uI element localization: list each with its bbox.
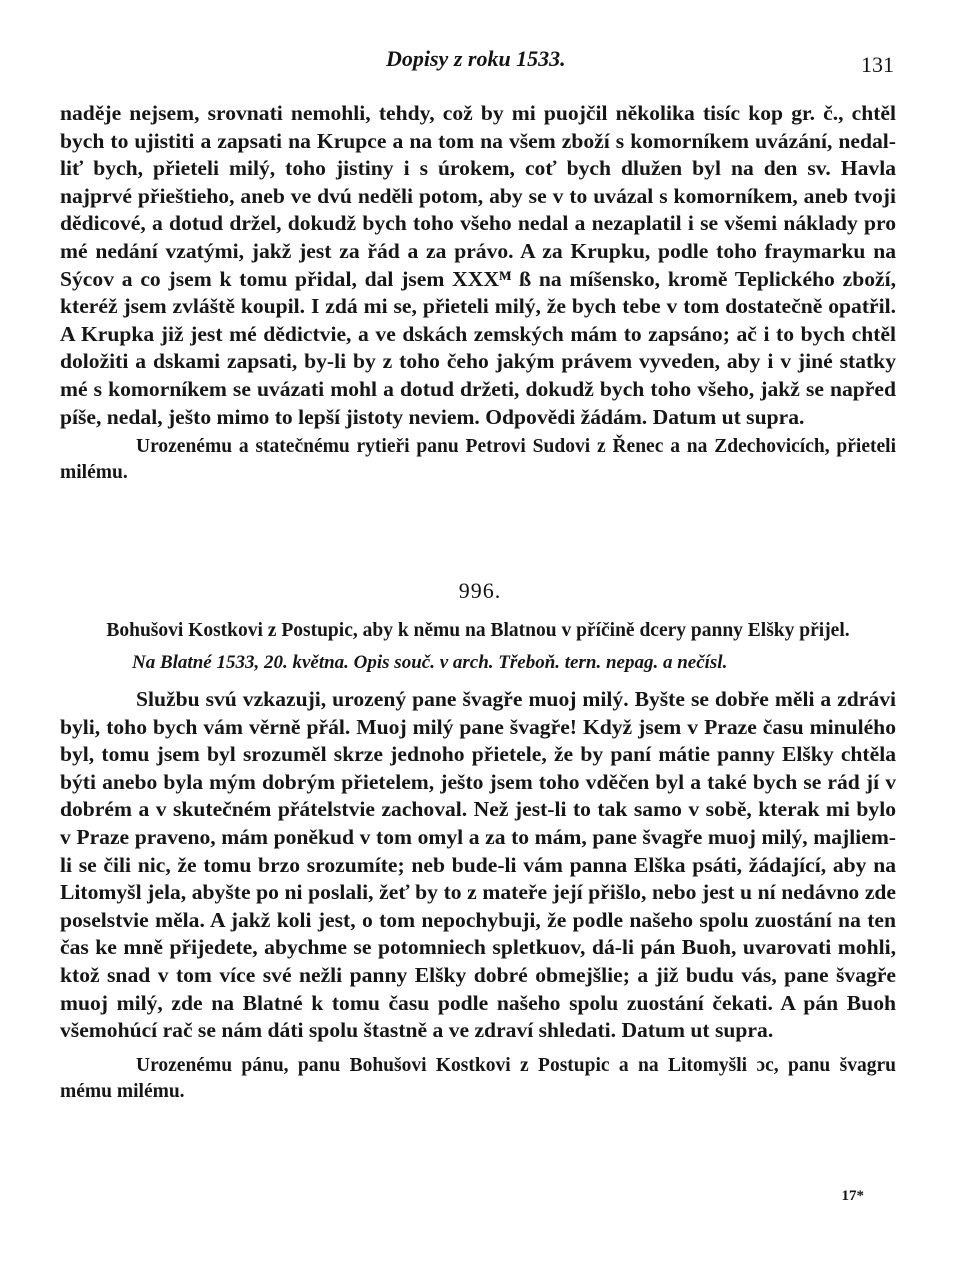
page-header — [0, 46, 960, 82]
document-number: 996. — [458, 578, 502, 603]
letter-996-body: Službu svú vzkazuji, urozený pane švagře muoj milý. Byšte se dobře měli a zdrávi byli, toho bych vám věrně přál. Muoj milý pane švagře! Když jsem v Praze času minulého byl, tomu jsem byl srozuměl skrze jednoho přietele, že by paní mátie panny Elšky chtěla býti anebo byla mým dobrým přietelem, ješto jsem toho vděčen byl a také bych se rád jí v dobrém a v skutečném přátelstvie zachoval. Než jest-li to tak samo v sobě, kterak mi bylo v Praze praveno, mám poněkud v tom omyl a za to mám, pane švagře muoj milý, majliem-li se čili nic, že tomu brzo srozumíte; neb bude-li vám panna Elška psáti, žádající, aby na Litomyšl jela, abyšte po ni poslali, žeť by to z mateře její přišlo, nebo jest u ní nedávno zde poselstvie měla. A jakž koli jest, o tom nepochybuji, že podle našeho spolu zuostání na ten čas ke mně přijedete, abychme se potomniech spletkuov, dá-li pán Buoh, uvarovati mohli, ktož snad v tom více své nežli panny Elšky dobré obmejšlie; a již budu vás, pane švagře muoj milý, zde na Blatné k tomu času podle našeho spolu zuostání čekati. A pán Buoh všemohúcí rač se nám dáti spolu štastně a ve zdraví shledati. Datum ut supra. — [60, 687, 896, 1043]
letter-continued-address: Urozenému a statečnému rytieři panu Petrovi Sudovi z Řenec a na Zdechovicích, přieteli milému. — [60, 436, 896, 484]
source-note: Na Blatné 1533, 20. května. Opis souč. v arch. Třeboň. tern. nepag. a nečísl. — [132, 652, 728, 673]
letter-continued-body: naděje nejsem, srovnati nemohli, tehdy, což by mi puojčil několika tisíc kop gr. č., chtěl bych to ujistiti a zapsati na Krupce a na tom na všem zboží s komorníkem uvázání, nedal-liť bych, přieteli milý, toho jistiny i s úrokem, coť bych dlužen byl na den sv. Havla najprvé přieštieho, aneb ve dvú neděli potom, aby se v to uvázal s komorníkem, aneb tvoji dědicové, a dotud držel, dokudž bych toho všeho nedal a nezaplatil i se všemi náklady pro mé nedání vzatými, jakž jest za řád a za právo. A za Krupku, podle toho fraymarku na Sýcov a co jsem k tomu přidal, dal jsem XXXᴹ ß na míšensko, kromě Teplického zboží, kteréž jsem zvláště koupil. I zdá mi se, přieteli milý, že bych tebe v tom dostatečně opatřil. A Krupka již jest mé dědictvie, a ve dskách zemských mám to zapsáno; ač i to bych chtěl doložiti a dskami zapsati, by-li by z toho čeho jakým právem vyveden, aby i v jiné statky mé s komorníkem se uvázati mohl a dotud držeti, dokudž bych toho všeho, jakž se napřed píše, nedal, ješto mimo to lepší jistoty neviem. Odpovědi žádám. Datum ut supra. — [60, 101, 896, 429]
running-title: Dopisy z roku 1533. — [386, 46, 566, 71]
letter-996 — [60, 618, 896, 1105]
signature-mark: 17* — [841, 1188, 864, 1204]
letter-continued — [60, 100, 896, 486]
letter-heading: Bohušovi Kostkovi z Postupic, aby k němu na Blatnou v příčině dcery panny Elšky přijel. — [106, 620, 850, 641]
page-number: 131 — [861, 52, 894, 77]
letter-996-address: Urozenému pánu, panu Bohušovi Kostkovi z Postupic a na Litomyšli ɔc, panu švagru mému milému. — [60, 1054, 896, 1102]
